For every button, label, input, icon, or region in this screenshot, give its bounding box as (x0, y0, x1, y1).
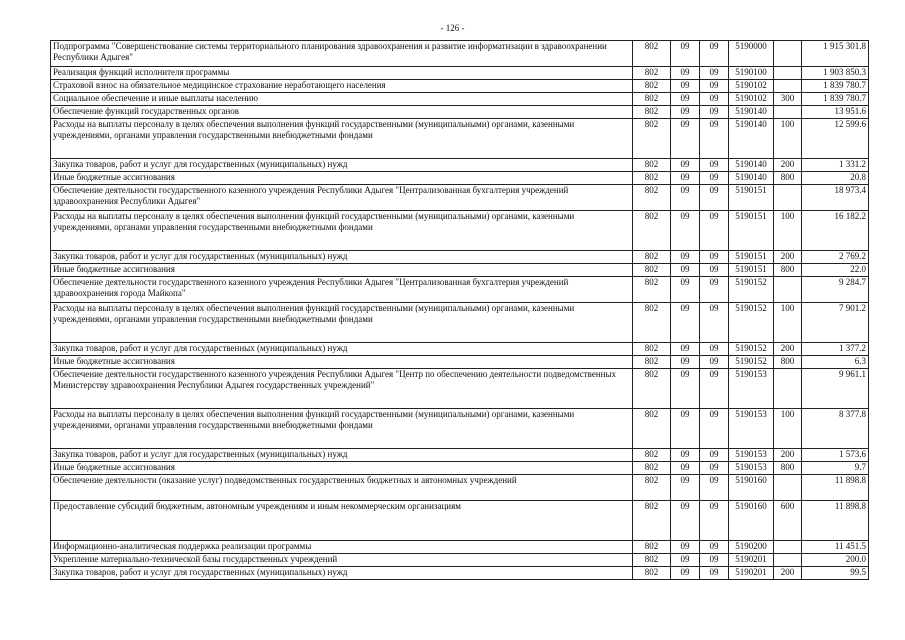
table-row (51, 277, 869, 303)
row-article-code: 5190151 (729, 211, 774, 251)
row-expense-type: 800 (774, 356, 802, 369)
row-amount: 22.0 (802, 264, 869, 277)
row-subsection-code: 09 (700, 67, 729, 80)
row-amount: 99.5 (802, 567, 869, 580)
row-expense-type: 100 (774, 303, 802, 343)
row-ministry-code: 802 (633, 567, 671, 580)
row-subsection-code: 09 (700, 343, 729, 356)
row-expense-type (774, 67, 802, 80)
row-article-code: 5190200 (729, 541, 774, 554)
table-row (51, 251, 869, 264)
row-subsection-code: 09 (700, 475, 729, 501)
row-article-code: 5190160 (729, 475, 774, 501)
row-section-code: 09 (671, 264, 700, 277)
row-name: Обеспечение деятельности (оказание услуг) подведомственных государственных бюджетных и автономных учреждений (51, 475, 633, 501)
row-amount: 16 182.2 (802, 211, 869, 251)
table-row (51, 501, 869, 541)
row-expense-type (774, 277, 802, 303)
row-amount: 7 901.2 (802, 303, 869, 343)
row-name: Иные бюджетные ассигнования (51, 462, 633, 475)
row-article-code: 5190000 (729, 41, 774, 67)
row-amount: 11 898.8 (802, 501, 869, 541)
row-ministry-code: 802 (633, 277, 671, 303)
row-name: Реализация функций исполнителя программы (51, 67, 633, 80)
row-amount: 9 961.1 (802, 369, 869, 409)
row-subsection-code: 09 (700, 211, 729, 251)
row-name: Предоставление субсидий бюджетным, автономным учреждениям и иным некоммерческим организациям (51, 501, 633, 541)
row-section-code: 09 (671, 541, 700, 554)
row-subsection-code: 09 (700, 554, 729, 567)
row-name: Страховой взнос на обязательное медицинское страхование неработающего населения (51, 80, 633, 93)
row-name: Обеспечение функций государственных органов (51, 106, 633, 119)
row-expense-type: 100 (774, 211, 802, 251)
table-row (51, 80, 869, 93)
row-section-code: 09 (671, 356, 700, 369)
row-subsection-code: 09 (700, 185, 729, 211)
row-article-code: 5190102 (729, 93, 774, 106)
row-article-code: 5190140 (729, 119, 774, 159)
row-ministry-code: 802 (633, 80, 671, 93)
table-row (51, 475, 869, 501)
row-article-code: 5190152 (729, 277, 774, 303)
row-section-code: 09 (671, 343, 700, 356)
row-amount: 1 915 301.8 (802, 41, 869, 67)
row-article-code: 5190152 (729, 303, 774, 343)
row-amount: 11 451.5 (802, 541, 869, 554)
budget-table-body (51, 41, 869, 580)
row-article-code: 5190151 (729, 251, 774, 264)
row-name: Расходы на выплаты персоналу в целях обеспечения выполнения функций государственными (муниципальными) органами, казенными учреждениями, органами управления государственными внебюджетными фондами (51, 409, 633, 449)
row-subsection-code: 09 (700, 172, 729, 185)
row-amount: 20.8 (802, 172, 869, 185)
row-article-code: 5190152 (729, 343, 774, 356)
row-name: Иные бюджетные ассигнования (51, 264, 633, 277)
row-name: Укрепление материально-технической базы государственных учреждений (51, 554, 633, 567)
row-ministry-code: 802 (633, 211, 671, 251)
row-ministry-code: 802 (633, 369, 671, 409)
table-row (51, 356, 869, 369)
row-amount: 12 599.6 (802, 119, 869, 159)
row-expense-type: 200 (774, 343, 802, 356)
row-expense-type: 200 (774, 251, 802, 264)
row-amount: 1 377.2 (802, 343, 869, 356)
row-amount: 2 769.2 (802, 251, 869, 264)
row-expense-type: 200 (774, 567, 802, 580)
row-ministry-code: 802 (633, 475, 671, 501)
table-row (51, 541, 869, 554)
row-article-code: 5190201 (729, 554, 774, 567)
table-row (51, 449, 869, 462)
row-section-code: 09 (671, 251, 700, 264)
row-article-code: 5190153 (729, 462, 774, 475)
row-name: Обеспечение деятельности государственного казенного учреждения Республики Адыгея "Централизованная бухгалтерия учреждений здравоохранения Республики Адыгея" (51, 185, 633, 211)
table-row (51, 211, 869, 251)
row-amount: 9.7 (802, 462, 869, 475)
table-row (51, 462, 869, 475)
row-ministry-code: 802 (633, 356, 671, 369)
row-amount: 13 951.6 (802, 106, 869, 119)
row-ministry-code: 802 (633, 409, 671, 449)
budget-table (50, 40, 869, 580)
row-ministry-code: 802 (633, 303, 671, 343)
table-row (51, 93, 869, 106)
table-row (51, 369, 869, 409)
row-expense-type (774, 541, 802, 554)
table-row (51, 119, 869, 159)
row-article-code: 5190140 (729, 106, 774, 119)
row-name: Закупка товаров, работ и услуг для государственных (муниципальных) нужд (51, 159, 633, 172)
table-row (51, 567, 869, 580)
row-ministry-code: 802 (633, 172, 671, 185)
table-row (51, 172, 869, 185)
row-expense-type: 800 (774, 462, 802, 475)
row-section-code: 09 (671, 106, 700, 119)
row-section-code: 09 (671, 277, 700, 303)
row-subsection-code: 09 (700, 277, 729, 303)
row-subsection-code: 09 (700, 501, 729, 541)
row-subsection-code: 09 (700, 159, 729, 172)
row-name: Расходы на выплаты персоналу в целях обеспечения выполнения функций государственными (муниципальными) органами, казенными учреждениями, органами управления государственными внебюджетными фондами (51, 119, 633, 159)
row-expense-type (774, 554, 802, 567)
row-article-code: 5190151 (729, 264, 774, 277)
row-name: Иные бюджетные ассигнования (51, 356, 633, 369)
row-section-code: 09 (671, 172, 700, 185)
row-ministry-code: 802 (633, 251, 671, 264)
row-amount: 6.3 (802, 356, 869, 369)
row-ministry-code: 802 (633, 67, 671, 80)
row-expense-type (774, 185, 802, 211)
row-name: Расходы на выплаты персоналу в целях обеспечения выполнения функций государственными (муниципальными) органами, казенными учреждениями, органами управления государственными внебюджетными фондами (51, 303, 633, 343)
row-subsection-code: 09 (700, 303, 729, 343)
row-expense-type: 200 (774, 159, 802, 172)
row-name: Расходы на выплаты персоналу в целях обеспечения выполнения функций государственными (муниципальными) органами, казенными учреждениями, органами управления государственными внебюджетными фондами (51, 211, 633, 251)
table-row (51, 106, 869, 119)
row-expense-type: 800 (774, 172, 802, 185)
row-amount: 1 839 780.7 (802, 80, 869, 93)
row-expense-type (774, 41, 802, 67)
table-row (51, 41, 869, 67)
row-amount: 1 331.2 (802, 159, 869, 172)
row-article-code: 5190140 (729, 159, 774, 172)
row-article-code: 5190140 (729, 172, 774, 185)
row-name: Подпрограмма "Совершенствование системы территориального планирования здравоохранения и развитие информатизации в здравоохранении Республики Адыгея" (51, 41, 633, 67)
row-section-code: 09 (671, 567, 700, 580)
row-article-code: 5190151 (729, 185, 774, 211)
row-section-code: 09 (671, 67, 700, 80)
row-section-code: 09 (671, 93, 700, 106)
row-amount: 200.0 (802, 554, 869, 567)
row-subsection-code: 09 (700, 251, 729, 264)
row-ministry-code: 802 (633, 106, 671, 119)
row-ministry-code: 802 (633, 501, 671, 541)
row-section-code: 09 (671, 159, 700, 172)
row-subsection-code: 09 (700, 119, 729, 159)
row-section-code: 09 (671, 369, 700, 409)
row-name: Социальное обеспечение и иные выплаты населению (51, 93, 633, 106)
row-expense-type: 600 (774, 501, 802, 541)
row-ministry-code: 802 (633, 462, 671, 475)
row-name: Обеспечение деятельности государственного казенного учреждения Республики Адыгея "Централизованная бухгалтерия учреждений здравоохранения города Майкопа" (51, 277, 633, 303)
row-amount: 1 573.6 (802, 449, 869, 462)
page-number: - 126 - (440, 23, 465, 33)
table-row (51, 343, 869, 356)
row-article-code: 5190201 (729, 567, 774, 580)
row-section-code: 09 (671, 475, 700, 501)
row-expense-type: 800 (774, 264, 802, 277)
row-name: Обеспечение деятельности государственного казенного учреждения Республики Адыгея "Центр по обеспечению деятельности подведомственных Министерству здравоохранения Республики Адыгея государственных учреждений" (51, 369, 633, 409)
table-row (51, 159, 869, 172)
table-row (51, 554, 869, 567)
row-subsection-code: 09 (700, 93, 729, 106)
row-section-code: 09 (671, 449, 700, 462)
row-ministry-code: 802 (633, 449, 671, 462)
table-row (51, 303, 869, 343)
row-subsection-code: 09 (700, 264, 729, 277)
row-name: Закупка товаров, работ и услуг для государственных (муниципальных) нужд (51, 251, 633, 264)
row-article-code: 5190102 (729, 80, 774, 93)
row-ministry-code: 802 (633, 541, 671, 554)
row-expense-type: 300 (774, 93, 802, 106)
table-row (51, 409, 869, 449)
row-article-code: 5190153 (729, 369, 774, 409)
row-section-code: 09 (671, 41, 700, 67)
row-section-code: 09 (671, 554, 700, 567)
row-expense-type: 100 (774, 409, 802, 449)
row-name: Закупка товаров, работ и услуг для государственных (муниципальных) нужд (51, 343, 633, 356)
row-section-code: 09 (671, 501, 700, 541)
table-row (51, 264, 869, 277)
row-ministry-code: 802 (633, 41, 671, 67)
row-ministry-code: 802 (633, 343, 671, 356)
row-amount: 11 898.8 (802, 475, 869, 501)
row-section-code: 09 (671, 80, 700, 93)
row-article-code: 5190153 (729, 409, 774, 449)
row-amount: 1 903 850.3 (802, 67, 869, 80)
row-expense-type: 100 (774, 119, 802, 159)
row-expense-type: 200 (774, 449, 802, 462)
row-name: Информационно-аналитическая поддержка реализации программы (51, 541, 633, 554)
row-article-code: 5190152 (729, 356, 774, 369)
row-expense-type (774, 106, 802, 119)
row-subsection-code: 09 (700, 462, 729, 475)
row-expense-type (774, 369, 802, 409)
row-expense-type (774, 475, 802, 501)
row-subsection-code: 09 (700, 106, 729, 119)
row-ministry-code: 802 (633, 119, 671, 159)
row-subsection-code: 09 (700, 567, 729, 580)
row-ministry-code: 802 (633, 159, 671, 172)
table-row (51, 185, 869, 211)
row-ministry-code: 802 (633, 554, 671, 567)
row-section-code: 09 (671, 303, 700, 343)
row-article-code: 5190153 (729, 449, 774, 462)
row-article-code: 5190100 (729, 67, 774, 80)
row-subsection-code: 09 (700, 541, 729, 554)
row-section-code: 09 (671, 119, 700, 159)
row-section-code: 09 (671, 211, 700, 251)
row-name: Иные бюджетные ассигнования (51, 172, 633, 185)
row-section-code: 09 (671, 462, 700, 475)
row-subsection-code: 09 (700, 449, 729, 462)
row-expense-type (774, 80, 802, 93)
row-amount: 8 377.8 (802, 409, 869, 449)
row-ministry-code: 802 (633, 185, 671, 211)
row-amount: 1 839 780.7 (802, 93, 869, 106)
row-subsection-code: 09 (700, 369, 729, 409)
row-amount: 9 284.7 (802, 277, 869, 303)
row-article-code: 5190160 (729, 501, 774, 541)
row-section-code: 09 (671, 185, 700, 211)
row-subsection-code: 09 (700, 80, 729, 93)
row-ministry-code: 802 (633, 93, 671, 106)
row-ministry-code: 802 (633, 264, 671, 277)
row-section-code: 09 (671, 409, 700, 449)
row-subsection-code: 09 (700, 409, 729, 449)
row-subsection-code: 09 (700, 356, 729, 369)
row-name: Закупка товаров, работ и услуг для государственных (муниципальных) нужд (51, 567, 633, 580)
row-amount: 18 973.4 (802, 185, 869, 211)
table-row (51, 67, 869, 80)
row-subsection-code: 09 (700, 41, 729, 67)
row-name: Закупка товаров, работ и услуг для государственных (муниципальных) нужд (51, 449, 633, 462)
